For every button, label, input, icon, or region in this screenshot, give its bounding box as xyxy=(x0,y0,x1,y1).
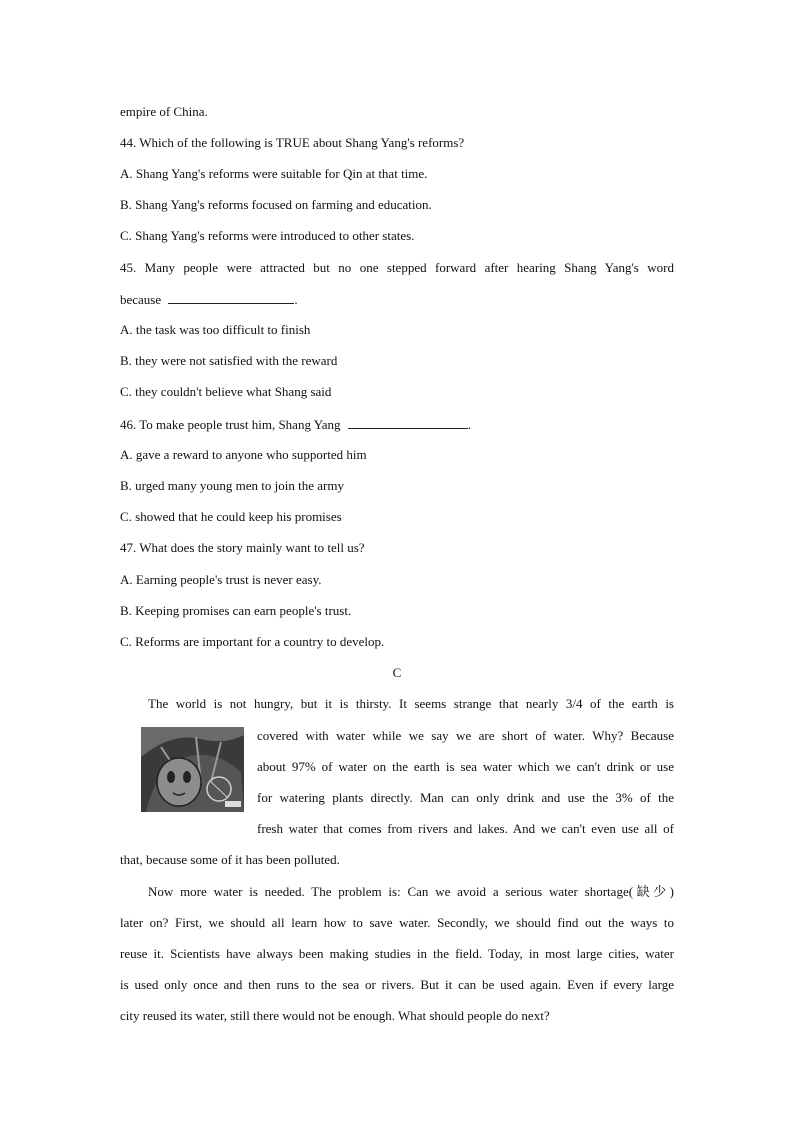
section-label: C xyxy=(392,665,402,680)
question-44-option-b: B. Shang Yang's reforms focused on farming and education. xyxy=(120,197,432,212)
passage-p1-line4: for watering plants directly. Man can only drink and use the 3% of the xyxy=(257,790,674,805)
passage-p1-line6: that, because some of it has been polluted. xyxy=(120,852,340,867)
passage-p1-line3: about 97% of water on the earth is sea water which we can't drink or use xyxy=(257,759,674,774)
question-44-option-a: A. Shang Yang's reforms were suitable for Qin at that time. xyxy=(120,166,428,181)
question-46-option-b: B. urged many young men to join the army xyxy=(120,478,344,493)
previous-paragraph-tail: empire of China. xyxy=(120,104,208,119)
question-45-stem-line1: 45. Many people were attracted but no one stepped forward after hearing Shang Yang's word xyxy=(120,260,674,275)
passage-p2-line4: is used only once and then runs to the sea or rivers. But it can be used again. Even if every large xyxy=(120,977,674,992)
passage-p1-line1: The world is not hungry, but it is thirsty. It seems strange that nearly 3/4 of the earth is xyxy=(148,696,674,711)
passage-p2-line2: later on? First, we should all learn how to save water. Secondly, we should find out the ways to xyxy=(120,915,674,930)
question-47-option-b: B. Keeping promises can earn people's trust. xyxy=(120,603,352,618)
question-46-stem: 46. To make people trust him, Shang Yang xyxy=(120,417,341,432)
question-47-option-a: A. Earning people's trust is never easy. xyxy=(120,572,322,587)
question-45-option-c: C. they couldn't believe what Shang said xyxy=(120,384,332,399)
answer-blank xyxy=(168,291,294,304)
question-45-option-a: A. the task was too difficult to finish xyxy=(120,322,311,337)
question-44-stem: 44. Which of the following is TRUE about Shang Yang's reforms? xyxy=(120,135,465,150)
passage-p2-line3: reuse it. Scientists have always been making studies in the field. Today, in most large cities, water xyxy=(120,946,674,961)
question-47-stem: 47. What does the story mainly want to tell us? xyxy=(120,540,365,555)
passage-p1-line5: fresh water that comes from rivers and lakes. And we can't even use all of xyxy=(257,821,674,836)
question-46-option-a: A. gave a reward to anyone who supported him xyxy=(120,447,367,462)
question-45-stem-line2: because . xyxy=(120,292,298,307)
passage-p2-line1: Now more water is needed. The problem is: Can we avoid a serious water shortage(缺少) xyxy=(148,884,674,899)
illustration-graphic xyxy=(141,727,244,812)
question-46-option-c: C. showed that he could keep his promises xyxy=(120,509,342,524)
question-45-option-b: B. they were not satisfied with the reward xyxy=(120,353,338,368)
question-47-option-c: C. Reforms are important for a country to develop. xyxy=(120,634,385,649)
passage-p2-line5: city reused its water, still there would not be enough. What should people do next? xyxy=(120,1008,550,1023)
question-45-stem-because: because xyxy=(120,292,162,307)
answer-blank xyxy=(348,416,468,429)
passage-p1-line2: covered with water while we say we are short of water. Why? Because xyxy=(257,728,674,743)
question-44-option-c: C. Shang Yang's reforms were introduced to other states. xyxy=(120,228,415,243)
illustration-image xyxy=(141,727,244,812)
question-46-stem-line: 46. To make people trust him, Shang Yang . xyxy=(120,417,472,432)
